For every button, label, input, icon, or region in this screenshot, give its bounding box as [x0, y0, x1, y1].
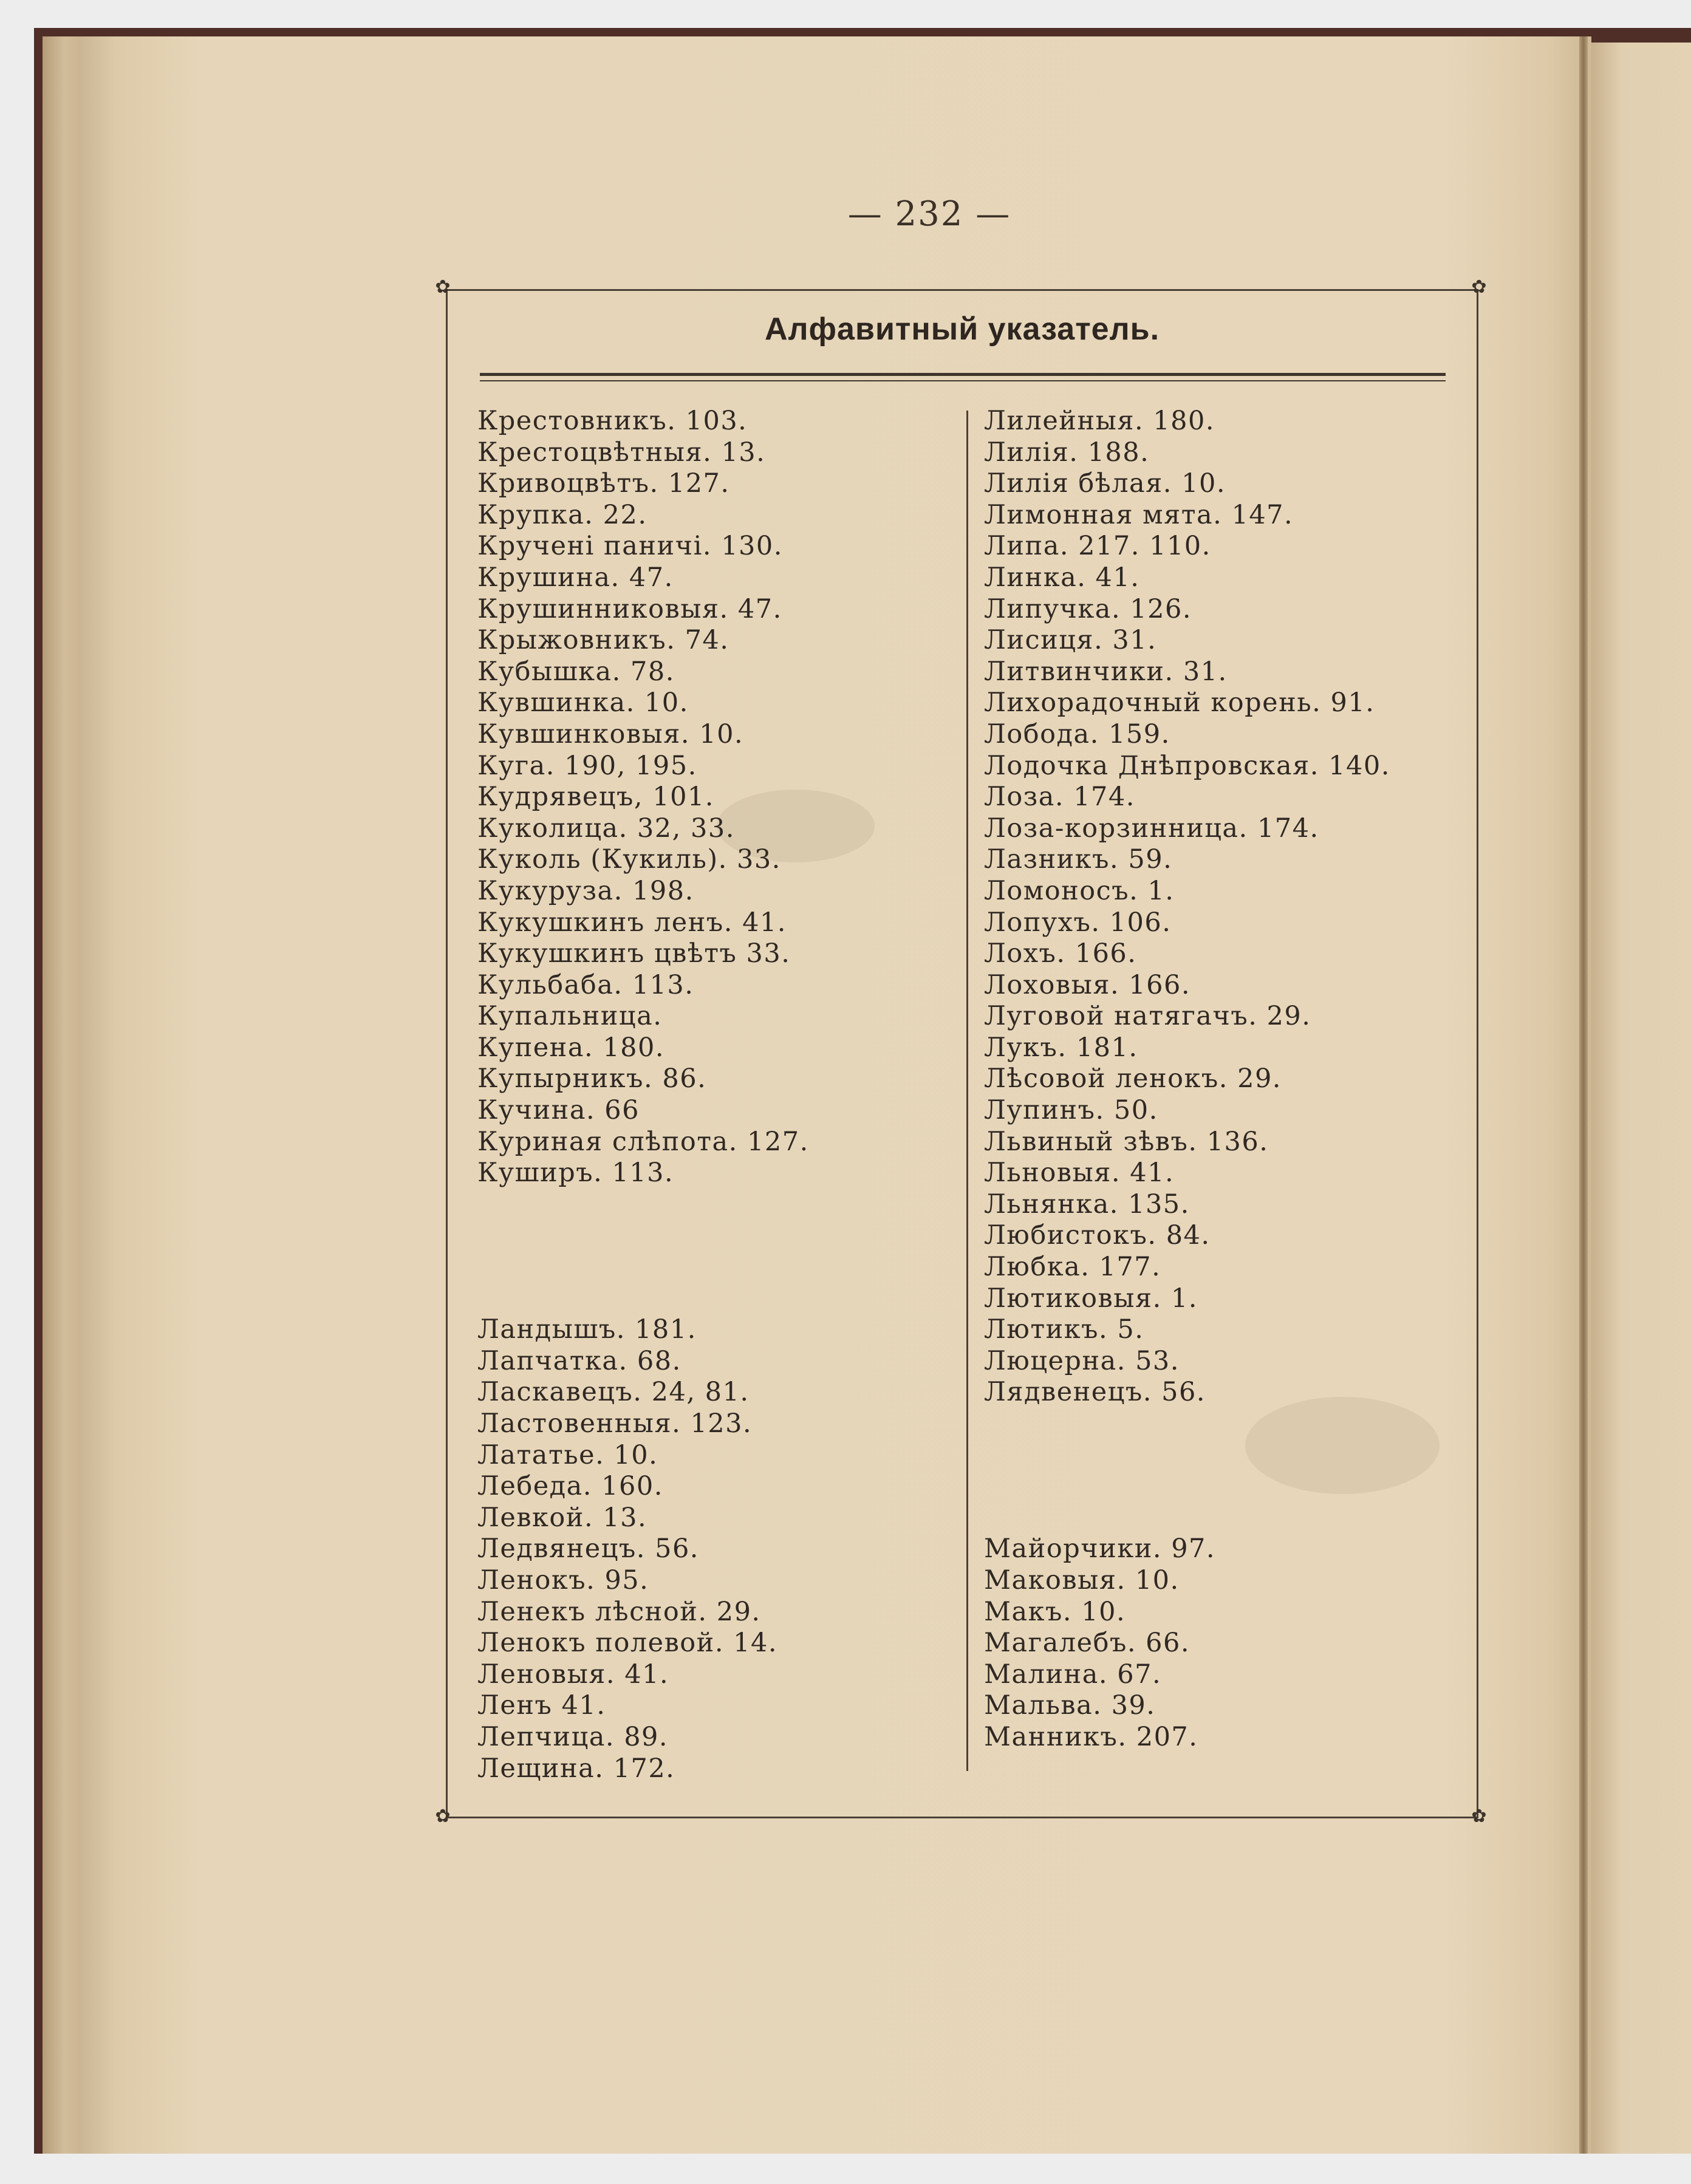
index-entry: Лоза. 174.: [984, 782, 1135, 813]
index-entry: Льновыя. 41.: [984, 1158, 1175, 1189]
index-entry: Лѣсовой ленокъ. 29.: [984, 1063, 1282, 1094]
column-divider: [966, 411, 968, 1771]
index-group-l-continued: [984, 406, 1470, 1408]
index-entry: Лоза-корзинница. 174.: [984, 813, 1319, 844]
index-entry: Куколица. 32, 33.: [477, 813, 735, 844]
index-entry: Крестоцвѣтныя. 13.: [477, 437, 766, 468]
index-entry: Ландышъ. 181.: [477, 1314, 697, 1345]
index-entry: Куриная слѣпота. 127.: [477, 1126, 809, 1157]
index-entry: Лихорадочный корень. 91.: [984, 688, 1375, 718]
index-group-m: [984, 1534, 1470, 1753]
index-entry: Кручені паничі. 130.: [477, 531, 783, 562]
index-entry: Кульбаба. 113.: [477, 969, 694, 1000]
heading-rule-thin: [480, 380, 1446, 381]
index-entry: Лядвенецъ. 56.: [984, 1377, 1206, 1408]
index-entry: Кучина. 66: [477, 1095, 640, 1126]
index-entry: Ленокъ. 95.: [477, 1565, 649, 1595]
index-entry: Ломоносъ. 1.: [984, 875, 1175, 906]
index-entry: Кривоцвѣтъ. 127.: [477, 468, 730, 499]
index-entry: Кувшинка. 10.: [477, 688, 689, 718]
index-entry: Кукушкинъ ленъ. 41.: [477, 907, 787, 938]
index-group-l: [477, 1314, 963, 1784]
index-entry: Лопухъ. 106.: [984, 907, 1172, 938]
index-entry: Липа. 217. 110.: [984, 531, 1211, 562]
index-entry: Люцерна. 53.: [984, 1345, 1180, 1376]
index-entry: Лоховыя. 166.: [984, 969, 1191, 1000]
index-group-k: [477, 406, 963, 1189]
index-entry: Литвинчики. 31.: [984, 656, 1228, 687]
frame-corner-ornament-icon: ✿: [1471, 1806, 1487, 1827]
adjacent-page: [1591, 43, 1691, 2154]
index-entry: Лапчатка. 68.: [477, 1345, 682, 1376]
frame-corner-ornament-icon: ✿: [1471, 276, 1487, 298]
page-number: — 232 —: [847, 194, 1011, 234]
index-column-left: [477, 406, 963, 1784]
index-entry: Купырникъ. 86.: [477, 1063, 707, 1094]
frame-corner-ornament-icon: ✿: [435, 1806, 451, 1827]
index-entry: Леновыя. 41.: [477, 1659, 669, 1690]
heading-rule-thick: [480, 373, 1446, 376]
index-entry: Манникъ. 207.: [984, 1721, 1198, 1752]
frame-corner-ornament-icon: ✿: [435, 276, 451, 298]
index-entry: Лютиковыя. 1.: [984, 1283, 1198, 1314]
index-entry: Лисиця. 31.: [984, 625, 1157, 656]
index-entry: Львиный зѣвъ. 136.: [984, 1126, 1269, 1157]
index-entry: Липучка. 126.: [984, 593, 1192, 624]
index-entry: Лазникъ. 59.: [984, 844, 1173, 875]
index-entry: Куколь (Кукиль). 33.: [477, 844, 781, 875]
index-entry: Кувшинковыя. 10.: [477, 718, 744, 749]
index-entry: Левкой. 13.: [477, 1502, 647, 1533]
index-entry: Крыжовникъ. 74.: [477, 625, 729, 656]
index-entry: Ледвянецъ. 56.: [477, 1534, 699, 1565]
index-entry: Мальва. 39.: [984, 1690, 1156, 1721]
index-entry: Лататье. 10.: [477, 1439, 658, 1470]
index-entry: Лещина. 172.: [477, 1753, 675, 1784]
index-entry: Магалебъ. 66.: [984, 1628, 1191, 1659]
index-entry: Лупинъ. 50.: [984, 1095, 1158, 1126]
index-entry: Майорчики. 97.: [984, 1534, 1216, 1565]
index-entry: Крупка. 22.: [477, 499, 647, 530]
index-entry: Крестовникъ. 103.: [477, 406, 748, 436]
group-gap: [984, 1408, 1470, 1534]
group-gap: [477, 1189, 963, 1314]
index-entry: Лимонная мята. 147.: [984, 499, 1294, 530]
index-entry: Любка. 177.: [984, 1252, 1161, 1283]
index-entry: Кубышка. 78.: [477, 656, 675, 687]
index-entry: Макъ. 10.: [984, 1596, 1126, 1627]
index-entry: Любистокъ. 84.: [984, 1220, 1211, 1251]
index-entry: Купальница.: [477, 1001, 663, 1032]
index-entry: Ленъ 41.: [477, 1690, 606, 1721]
index-entry: Льнянка. 135.: [984, 1189, 1190, 1220]
index-entry: Маковыя. 10.: [984, 1565, 1180, 1595]
index-entry: Лодочка Днѣпровская. 140.: [984, 750, 1390, 781]
index-entry: Лепчица. 89.: [477, 1721, 669, 1752]
index-entry: Крушинниковыя. 47.: [477, 593, 782, 624]
index-entry: Ластовенныя. 123.: [477, 1408, 753, 1439]
index-entry: Куширъ. 113.: [477, 1158, 674, 1189]
index-entry: Купена. 180.: [477, 1032, 665, 1063]
index-entry: Лохъ. 166.: [984, 938, 1137, 969]
index-entry: Крушина. 47.: [477, 562, 674, 593]
index-entry: Кудрявецъ, 101.: [477, 782, 714, 813]
index-column-right: [984, 406, 1470, 1753]
page-fold: [1579, 36, 1588, 2154]
index-entry: Лютикъ. 5.: [984, 1314, 1144, 1345]
index-entry: Лилія бѣлая. 10.: [984, 468, 1226, 499]
index-entry: Ленекъ лѣсной. 29.: [477, 1596, 761, 1627]
index-entry: Линка. 41.: [984, 562, 1140, 593]
index-entry: Кукуруза. 198.: [477, 875, 694, 906]
index-entry: Лобода. 159.: [984, 718, 1170, 749]
index-entry: Ленокъ полевой. 14.: [477, 1628, 778, 1659]
index-entry: Лукъ. 181.: [984, 1032, 1138, 1063]
index-entry: Куга. 190, 195.: [477, 750, 697, 781]
index-entry: Лебеда. 160.: [477, 1471, 663, 1502]
index-heading: Алфавитный указатель.: [764, 312, 1160, 347]
index-entry: Лилейныя. 180.: [984, 406, 1215, 436]
index-entry: Луговой натягачъ. 29.: [984, 1001, 1311, 1032]
index-entry: Лилія. 188.: [984, 437, 1150, 468]
index-entry: Кукушкинъ цвѣтъ 33.: [477, 938, 791, 969]
index-entry: Малина. 67.: [984, 1659, 1162, 1690]
index-entry: Ласкавецъ. 24, 81.: [477, 1377, 750, 1408]
